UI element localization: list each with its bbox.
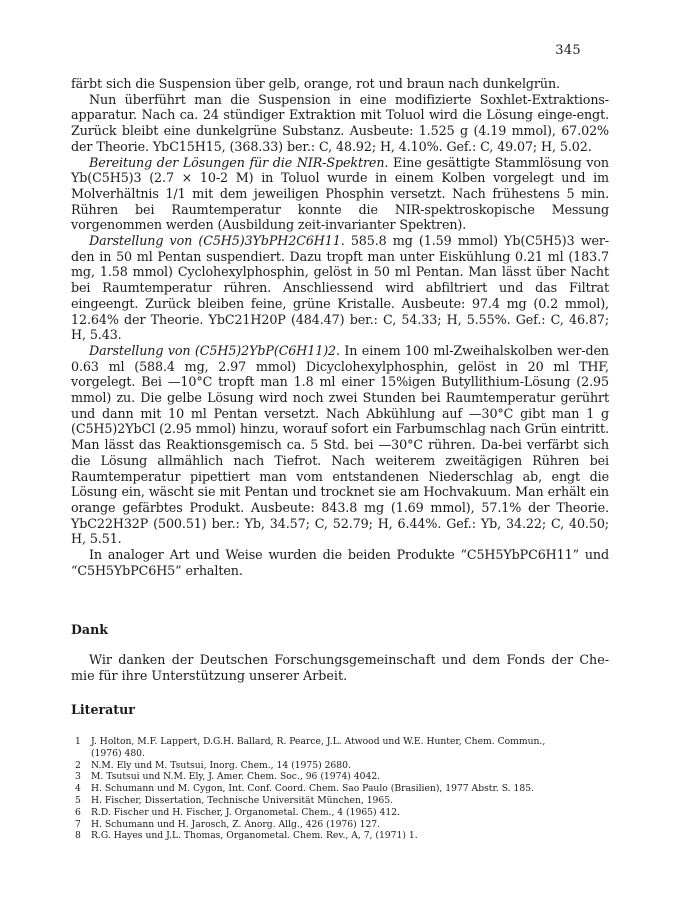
reference-item (71, 783, 616, 795)
paragraph-2: Nun überführt man die Suspension in eine modifizierte Soxhlet-Extraktions-apparatur. Nach ca. 24 stündiger Extraktion mit Toluol wird die Lösung einge-engt. Zurück bleibt eine dunkelgrüne Substanz. Ausbeute: 1.525 g (4.19 mmol), 67.02% der Theorie. YbC15H15, (368.33) ber.: C, 48.92; H, 4.10%. Gef.: C, 49.07; H, 5.02. (71, 91, 609, 154)
reference-text: H. Fischer, Dissertation, Technische Universität München, 1965. (91, 794, 394, 806)
reference-number: 8 (75, 830, 81, 842)
paragraph-6: In analoger Art und Weise wurden die beiden Produkte “C5H5YbPC6H11” und “C5H5YbPC6H5” erhalten. (71, 547, 609, 578)
paragraph-3-heading: Bereitung der Lösungen für die NIR-Spektren. (89, 154, 389, 170)
acknowledgement-text: Wir danken der Deutschen Forschungsgemeinschaft und dem Fonds der Che-mie für ihre Unterstützung unserer Arbeit. (71, 652, 609, 683)
reference-text: N.M. Ely und M. Tsutsui, Inorg. Chem., 14 (1975) 2680. (91, 759, 351, 771)
reference-number: 6 (75, 806, 81, 818)
reference-number: 1 (75, 736, 81, 747)
reference-text: M. Tsutsui und N.M. Ely, J. Amer. Chem. Soc., 96 (1974) 4042. (91, 771, 381, 783)
paragraph-5-heading: Darstellung von (C5H5)2YbP(C6H11)2. (89, 342, 340, 358)
reference-item (71, 819, 616, 831)
reference-item (71, 807, 616, 819)
reference-item (71, 736, 616, 748)
paragraph-5-text: In einem 100 ml-Zweihalskolben wer-den 0.63 ml (588.4 mg, 2.97 mmol) Dicyclohexylphosphin, gelöst in 20 ml THF, vorgelegt. Bei —10°C tropft man 1.8 ml einer 15%igen Butyllithium-Lösung (2.95 mmol) zu. Die gelbe Lösung wird noch zwei Stunden bei Raumtemperatur gerührt und dann mit 10 ml Pentan versetzt. Nach Abkühlung auf —30°C gibt man 1 g (C5H5)2YbCl (2.95 mmol) hinzu, worauf sofort ein Farbumschlag nach Grün eintritt. Man lässt das Reaktionsgemisch ca. 5 Std. bei —30°C rühren. Da-bei verfärbt sich die Lösung allmählich nach Tiefrot. Nach weiterem zweitägigen Rühren bei Raumtemperatur pipettiert man vom entstandenen Niederschlag ab, engt die Lösung ein, wäscht sie mit Pentan und trocknet sie am Hochvakuum. Man erhält ein orange gefärbtes Produkt. Ausbeute: 843.8 mg (1.69 mmol), 57.1% der Theorie. YbC22H32P (500.51) ber.: Yb, 34.57; C, 52.79; H, 6.44%. Gef.: Yb, 34.22; C, 40.50; H, 5.51. (71, 342, 610, 547)
page-number: 345 (555, 43, 581, 58)
experimental-section (71, 76, 609, 579)
reference-item (71, 771, 616, 783)
paragraph-4-heading: Darstellung von (C5H5)3YbPH2C6H11. (89, 233, 345, 249)
reference-number: 7 (75, 818, 81, 830)
acknowledgement (71, 652, 609, 683)
paragraph-4 (71, 233, 609, 343)
reference-text: R.G. Hayes und J.L. Thomas, Organometal. Chem. Rev., A, 7, (1971) 1. (91, 830, 418, 842)
paragraph-3 (71, 155, 609, 234)
paragraph-4-text: 585.8 mg (1.59 mmol) Yb(C5H5)3 wer-den in 50 ml Pentan suspendiert. Dazu tropft man unter Eiskühlung 0.21 ml (183.7 mg, 1.58 mmol) Cyclohexylphosphin, gelöst in 50 ml Pentan. Man lässt über Nacht bei Raumtemperatur rühren. Anschliessend wird abfiltriert und das Filtrat eingeengt. Zurück bleiben feine, grüne Kristalle. Ausbeute: 97.4 mg (0.2 mmol), 12.64% der Theorie. YbC21H20P (484.47) ber.: C, 54.33; H, 5.55%. Gef.: C, 46.87; H, 5.43. (71, 233, 610, 343)
reference-text: H. Schumann und H. Jarosch, Z. Anorg. Allg., 426 (1976) 127. (91, 818, 381, 830)
reference-list (71, 736, 616, 842)
reference-number: 4 (75, 783, 81, 795)
reference-item (71, 830, 616, 842)
paragraph-5 (71, 343, 609, 547)
reference-item (71, 760, 616, 772)
reference-text: J. Holton, M.F. Lappert, D.G.H. Ballard, R. Pearce, J.L. Atwood und W.E. Hunter, Chem. Commun., (91, 736, 546, 747)
reference-continuation: (1976) 480. (91, 747, 145, 759)
reference-text: H. Schumann und M. Cygon, Int. Conf. Coord. Chem. Sao Paulo (Brasilien), 1977 Abstr. S. 185. (91, 783, 534, 795)
dank-heading: Dank (71, 622, 108, 637)
paragraph-1: färbt sich die Suspension über gelb, orange, rot und braun nach dunkelgrün. (71, 76, 560, 91)
reference-number: 5 (75, 794, 81, 806)
reference-number: 2 (75, 759, 81, 771)
literatur-heading: Literatur (71, 702, 135, 717)
paragraph-3-text: Eine gesättigte Stammlösung von Yb(C5H5)3 (2.7 × 10-2 M) in Toluol wurde in einem Kolben vorgelegt und im Molverhältnis 1/1 mit dem jeweiligen Phosphin versetzt. Nach frühestens 5 min. Rühren bei Raumtemperatur konnte die NIR-spektroskopische Messung vorgenommen werden (Ausbildung zeit-invarianter Spektren). (71, 154, 609, 233)
reference-number: 3 (75, 771, 81, 783)
reference-item (71, 795, 616, 807)
reference-text: R.D. Fischer und H. Fischer, J. Organometal. Chem., 4 (1965) 412. (91, 806, 400, 818)
